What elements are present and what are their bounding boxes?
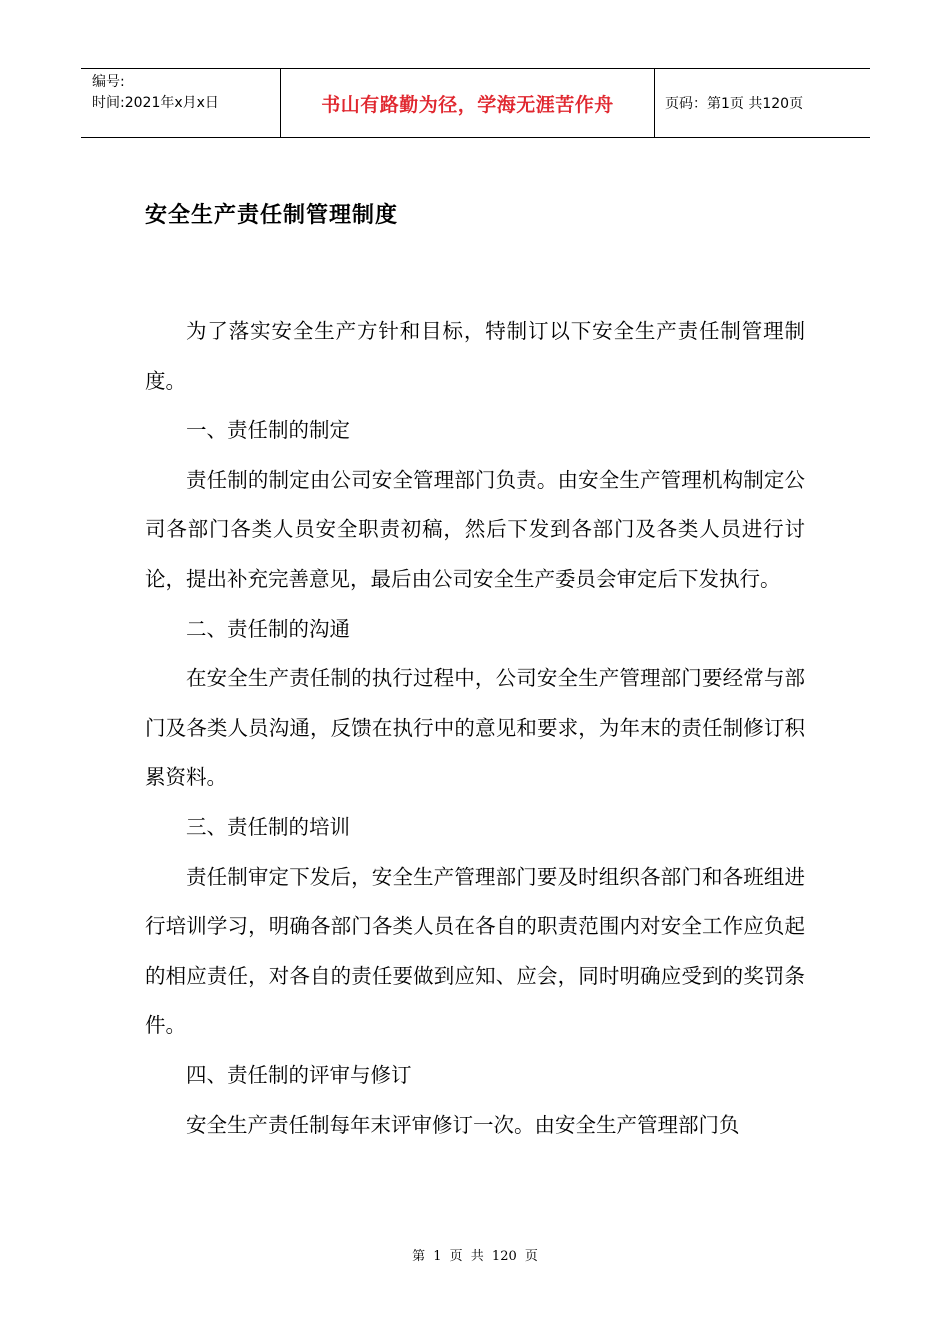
paragraph-4: 安全生产责任制每年末评审修订一次。由安全生产管理部门负 (186, 1112, 740, 1137)
document-title: 安全生产责任制管理制度 (145, 203, 399, 228)
header-motto: 书山有路勤为径，学海无涯苦作舟 (281, 69, 655, 137)
section-heading-1: 一、责任制的制定 (186, 418, 350, 443)
paragraph-intro: 为了落实安全生产方针和目标，特制订以下安全生产责任制管理制度。 (145, 319, 805, 393)
time-label: 时间:2021年x月x日 (92, 95, 219, 111)
document-body (145, 307, 805, 1150)
header-meta (81, 69, 281, 137)
page-header (81, 68, 870, 138)
page-footer: 第 1 页 共 120 页 (412, 1249, 538, 1264)
number-label: 编号: (92, 74, 125, 90)
paragraph-2: 在安全生产责任制的执行过程中，公司安全生产管理部门要经常与部门及各类人员沟通，反馈在执行中的意见和要求，为年末的责任制修订积累资料。 (145, 666, 805, 790)
section-heading-4: 四、责任制的评审与修订 (186, 1062, 412, 1087)
header-page-info: 页码：第1页 共120页 (665, 96, 804, 112)
paragraph-1: 责任制的制定由公司安全管理部门负责。由安全生产管理机构制定公司各部门各类人员安全职责初稿，然后下发到各部门及各类人员进行讨论，提出补充完善意见，最后由公司安全生产委员会审定后下发执行。 (145, 467, 805, 591)
paragraph-3: 责任制审定下发后，安全生产管理部门要及时组织各部门和各班组进行培训学习，明确各部门各类人员在各自的职责范围内对安全工作应负起的相应责任，对各自的责任要做到应知、应会，同时明确应受到的奖罚条件。 (145, 864, 805, 1038)
section-heading-3: 三、责任制的培训 (186, 814, 350, 839)
section-heading-2: 二、责任制的沟通 (186, 616, 350, 641)
